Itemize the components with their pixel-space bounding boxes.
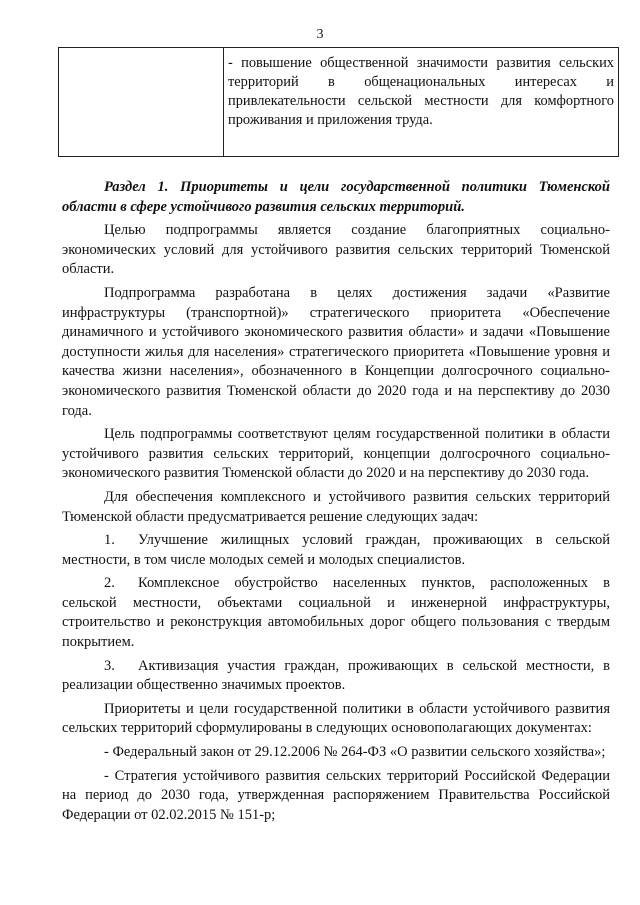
document-item-1: - Федеральный закон от 29.12.2006 № 264-ФЗ «О развитии сельского хозяйства»; <box>104 744 606 761</box>
task-text: Комплексное обустройство населенных пунктов, расположенных в сельской местности, объектами социальной и инженерной инфраструктуры, строительство и реконструкция автомобильных дорог общего пользования с твердым покрытием. <box>62 575 610 651</box>
section-title: Раздел 1. Приоритеты и цели государственной политики Тюменской области в сфере устойчивого развития сельских территорий. <box>62 179 610 215</box>
paragraph-correspondence: Цель подпрограммы соответствуют целям государственной политики в области устойчивого развития сельских территорий, концепции долгосрочного социально-экономического развития Тюменской области до 2020 и на перспективу до 2030 года. <box>62 426 610 482</box>
paragraph-goal: Целью подпрограммы является создание благоприятных социально-экономических условий для устойчивого развития сельских территорий Тюменской области. <box>62 222 610 278</box>
continuation-table <box>58 47 619 157</box>
table-cell-text: - повышение общественной значимости развития сельских территорий в общенациональных интересах и привлекательности сельской местности для комфортного проживания и приложения труда. <box>228 55 614 128</box>
task-item-1 <box>62 531 610 570</box>
task-item-3 <box>62 657 610 696</box>
paragraph-tasks-intro: Для обеспечения комплексного и устойчивого развития сельских территорий Тюменской области предусматривается решение следующих задач: <box>62 488 610 525</box>
document-item-2: - Стратегия устойчивого развития сельских территорий Российской Федерации на период до 2030 года, утвержденная распоряжением Правительства Российской Федерации от 02.02.2015 № 151-р; <box>62 767 610 823</box>
task-text: Активизация участия граждан, проживающих в сельской местности, в реализации общественно значимых проектов. <box>62 657 610 694</box>
task-number: 2. <box>104 575 115 592</box>
task-number: 1. <box>104 532 115 549</box>
task-text: Улучшение жилищных условий граждан, проживающих в сельской местности, в том числе молодых семей и молодых специалистов. <box>62 532 610 568</box>
paragraph-developed: Подпрограмма разработана в целях достижения задачи «Развитие инфраструктуры (транспортной)» стратегического приоритета «Обеспечение динамичного и устойчивого экономического развития области» и задачи «Повышение доступности жилья для населения» стратегического приоритета «Повышение уровня и качества жизни населения», обозначенного в Концепции долгосрочного социально-экономического развития Тюменской области до 2020 года и на перспективу до 2030 года. <box>62 284 610 419</box>
task-item-2 <box>62 574 610 652</box>
table-cell-empty <box>59 48 224 156</box>
page-number: 3 <box>316 27 324 42</box>
document-body <box>62 178 610 829</box>
paragraph-priorities: Приоритеты и цели государственной политики в области устойчивого развития сельских территорий сформулированы в следующих основополагающих документах: <box>62 700 610 737</box>
task-number: 3. <box>104 657 115 674</box>
